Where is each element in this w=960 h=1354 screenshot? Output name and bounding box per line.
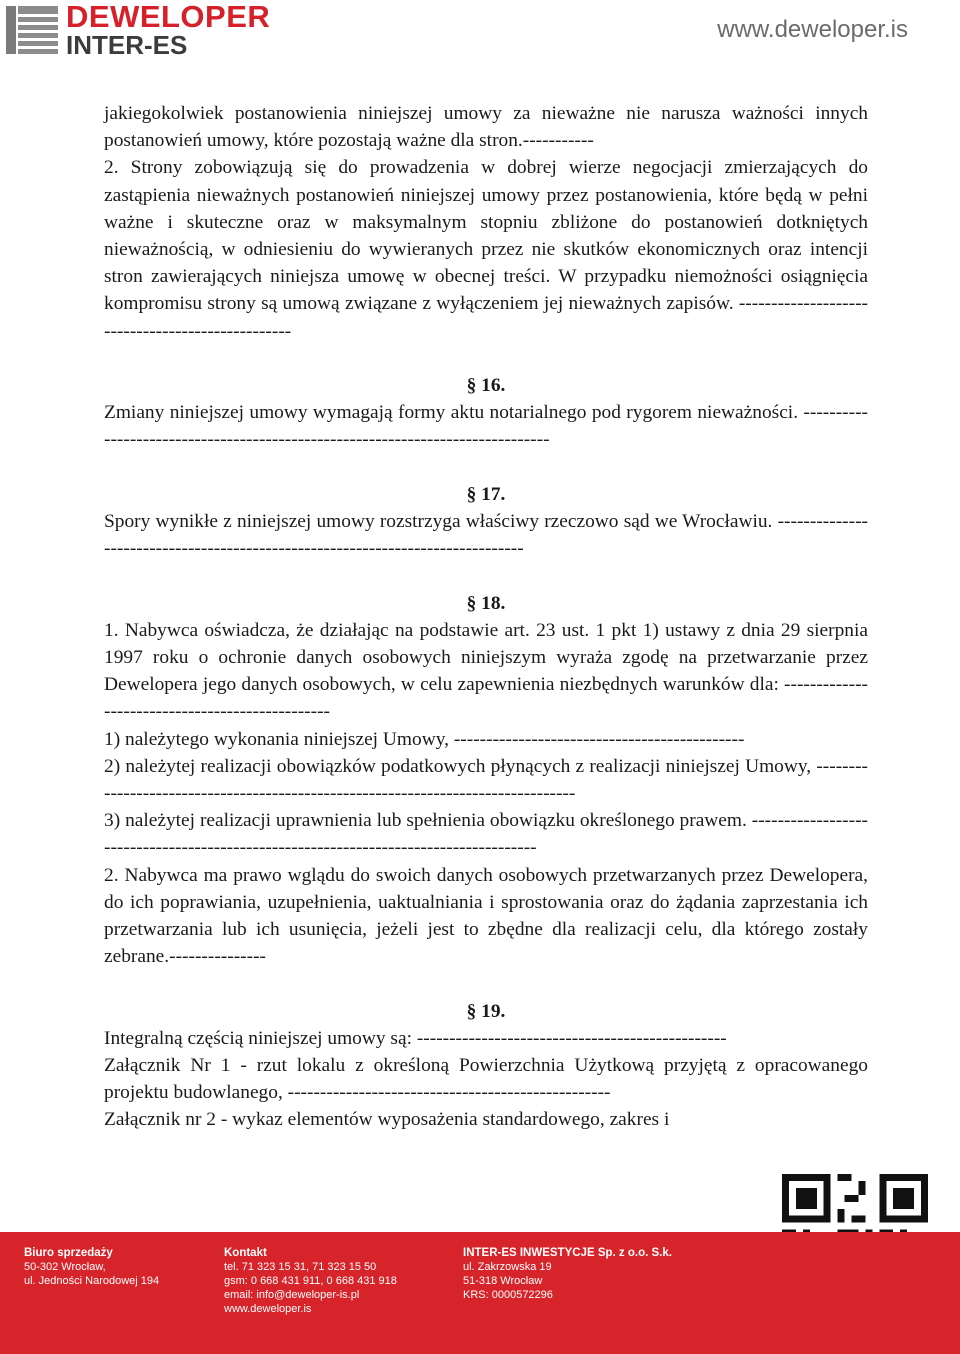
footer-office-title: Biuro sprzedaży — [24, 1247, 113, 1259]
paragraph: 1. Nabywca oświadcza, że działając na podstawie art. 23 ust. 1 pkt 1) ustawy z dnia 29 sierpnia 1997 roku o ochronie danych osobowych niniejszym wyraża zgodę na przetwarzanie przez Dewelopera jego danych osobowych, w celu zapewnienia niezbędnych warunków dla: ------------------------------------------------ — [104, 619, 868, 723]
logo-text-top: DEWELOPER — [66, 0, 271, 34]
section-heading: § 16. — [466, 375, 506, 397]
paragraph: Zmiany niniejszej umowy wymagają formy aktu notarialnego pod rygorem nieważności. ------------------------------------------------------------------------------- — [104, 402, 868, 451]
building-stripes-icon — [4, 2, 60, 58]
paragraph: 2. Strony zobowiązują się do prowadzenia w dobrej wierze negocjacji zmierzających do zastąpienia nieważnych postanowień niniejszej umowy przez postanowienia, które będą w pełni ważne i skuteczne oraz w maksymalnym stopniu zbliżone do postanowień dotkniętych nieważnością, w odniesieniu do wywieranych przez nie skutków ekonomicznych oraz intencji stron zawierających niniejsza umowę w obecnej treści. W przypadku niemożności osiągnięcia kompromisu strony są umową związane z wyłączeniem jej nieważnych zapisów. ------------------------------------------------- — [104, 157, 868, 342]
footer-company-title: INTER-ES INWESTYCJE Sp. z o.o. S.k. — [463, 1247, 672, 1259]
paragraph: Załącznik Nr 1 - rzut lokalu z określoną Powierzchnia Użytkową przyjętą z opracowanego projektu budowlanego, -------------------------------------------------- — [104, 1055, 868, 1104]
footer-contact-line: tel. 71 323 15 31, 71 323 15 50 — [224, 1261, 377, 1273]
paragraph: jakiegokolwiek postanowienia niniejszej umowy za nieważne nie narusza ważności innych postanowień umowy, które pozostają ważne dla stron.----------- — [104, 103, 868, 152]
footer-office — [24, 1246, 159, 1288]
paragraph: Spory wynikłe z niniejszej umowy rozstrzyga właściwy rzeczowo sąd we Wrocławiu. ------------------------------------------------------------------------------- — [104, 511, 868, 560]
footer-company-line: KRS: 0000572296 — [463, 1289, 553, 1301]
paragraph: 2) należytej realizacji obowiązków podatkowych płynących z realizacji niniejszej Umowy, --------------------------------------------------------------------------------- — [104, 755, 868, 805]
page-header — [0, 0, 960, 66]
paragraph: Integralną częścią niniejszej umowy są: ------------------------------------------------ — [104, 1027, 727, 1049]
document-body — [104, 100, 868, 1134]
page-footer — [0, 1232, 960, 1354]
section-heading: § 19. — [466, 1000, 506, 1022]
footer-contact — [224, 1246, 397, 1316]
site-url: www.deweloper.is — [717, 16, 908, 43]
footer-office-line: 50-302 Wrocław, — [24, 1261, 106, 1273]
logo-text-bottom: INTER-ES — [66, 30, 188, 60]
section-heading: § 17. — [466, 483, 506, 505]
footer-contact-line: gsm: 0 668 431 911, 0 668 431 918 — [224, 1275, 397, 1287]
footer-website: www.deweloper.is — [224, 1303, 312, 1315]
footer-contact-title: Kontakt — [224, 1247, 267, 1259]
footer-company — [463, 1246, 672, 1302]
paragraph: 3) należytej realizacji uprawnienia lub spełnienia obowiązku określonego prawem. ------------------------------------------------------------------------------------- — [104, 810, 868, 859]
paragraph: 1) należytego wykonania niniejszej Umowy, --------------------------------------------- — [104, 728, 745, 750]
footer-office-line: ul. Jedności Narodowej 194 — [24, 1275, 160, 1287]
paragraph: 2. Nabywca ma prawo wglądu do swoich danych osobowych przetwarzanych przez Dewelopera, do ich poprawiania, uzupełnienia, uaktualniania i sprostowania oraz do żądania zaprzestania ich przetwarzania lub ich usunięcia, jeżeli jest to zbędne dla realizacji celu, dla którego zostały zebrane.--------------- — [104, 864, 868, 968]
section-heading: § 18. — [466, 592, 506, 614]
footer-company-line: ul. Zakrzowska 19 — [463, 1261, 552, 1273]
footer-email: email: info@deweloper-is.pl — [224, 1289, 360, 1301]
footer-company-line: 51-318 Wrocław — [463, 1275, 543, 1287]
paragraph: Załącznik nr 2 - wykaz elementów wyposażenia standardowego, zakres i — [104, 1109, 670, 1131]
